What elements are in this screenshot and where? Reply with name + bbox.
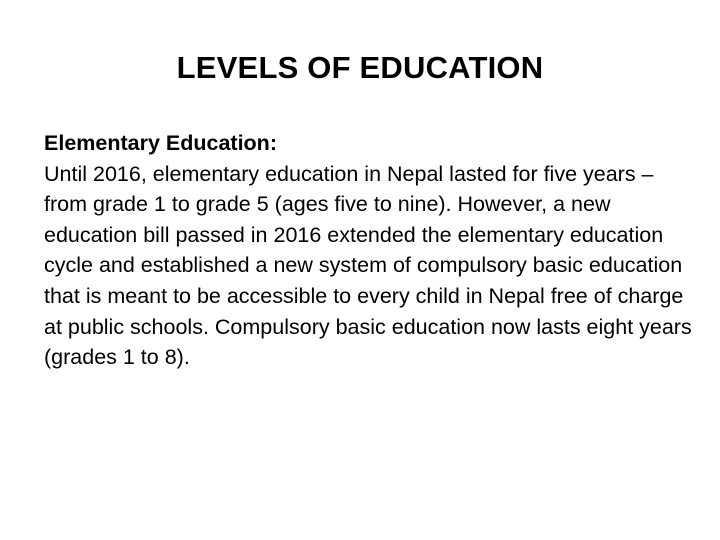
slide-title: LEVELS OF EDUCATION xyxy=(176,50,544,85)
section-heading: Elementary Education: xyxy=(44,131,277,155)
section-paragraph: Until 2016, elementary education in Nepal lasted for five years – from grade 1 to grade 5 (ages five to nine). However, a new education bill passed in 2016 extended the elementary education cycle and established a new system of compulsory basic education that is meant to be accessible to every child in Nepal free of charge at public schools. Compulsory basic education now lasts eight years (grades 1 to 8). xyxy=(44,161,692,370)
slide-body xyxy=(44,128,694,373)
